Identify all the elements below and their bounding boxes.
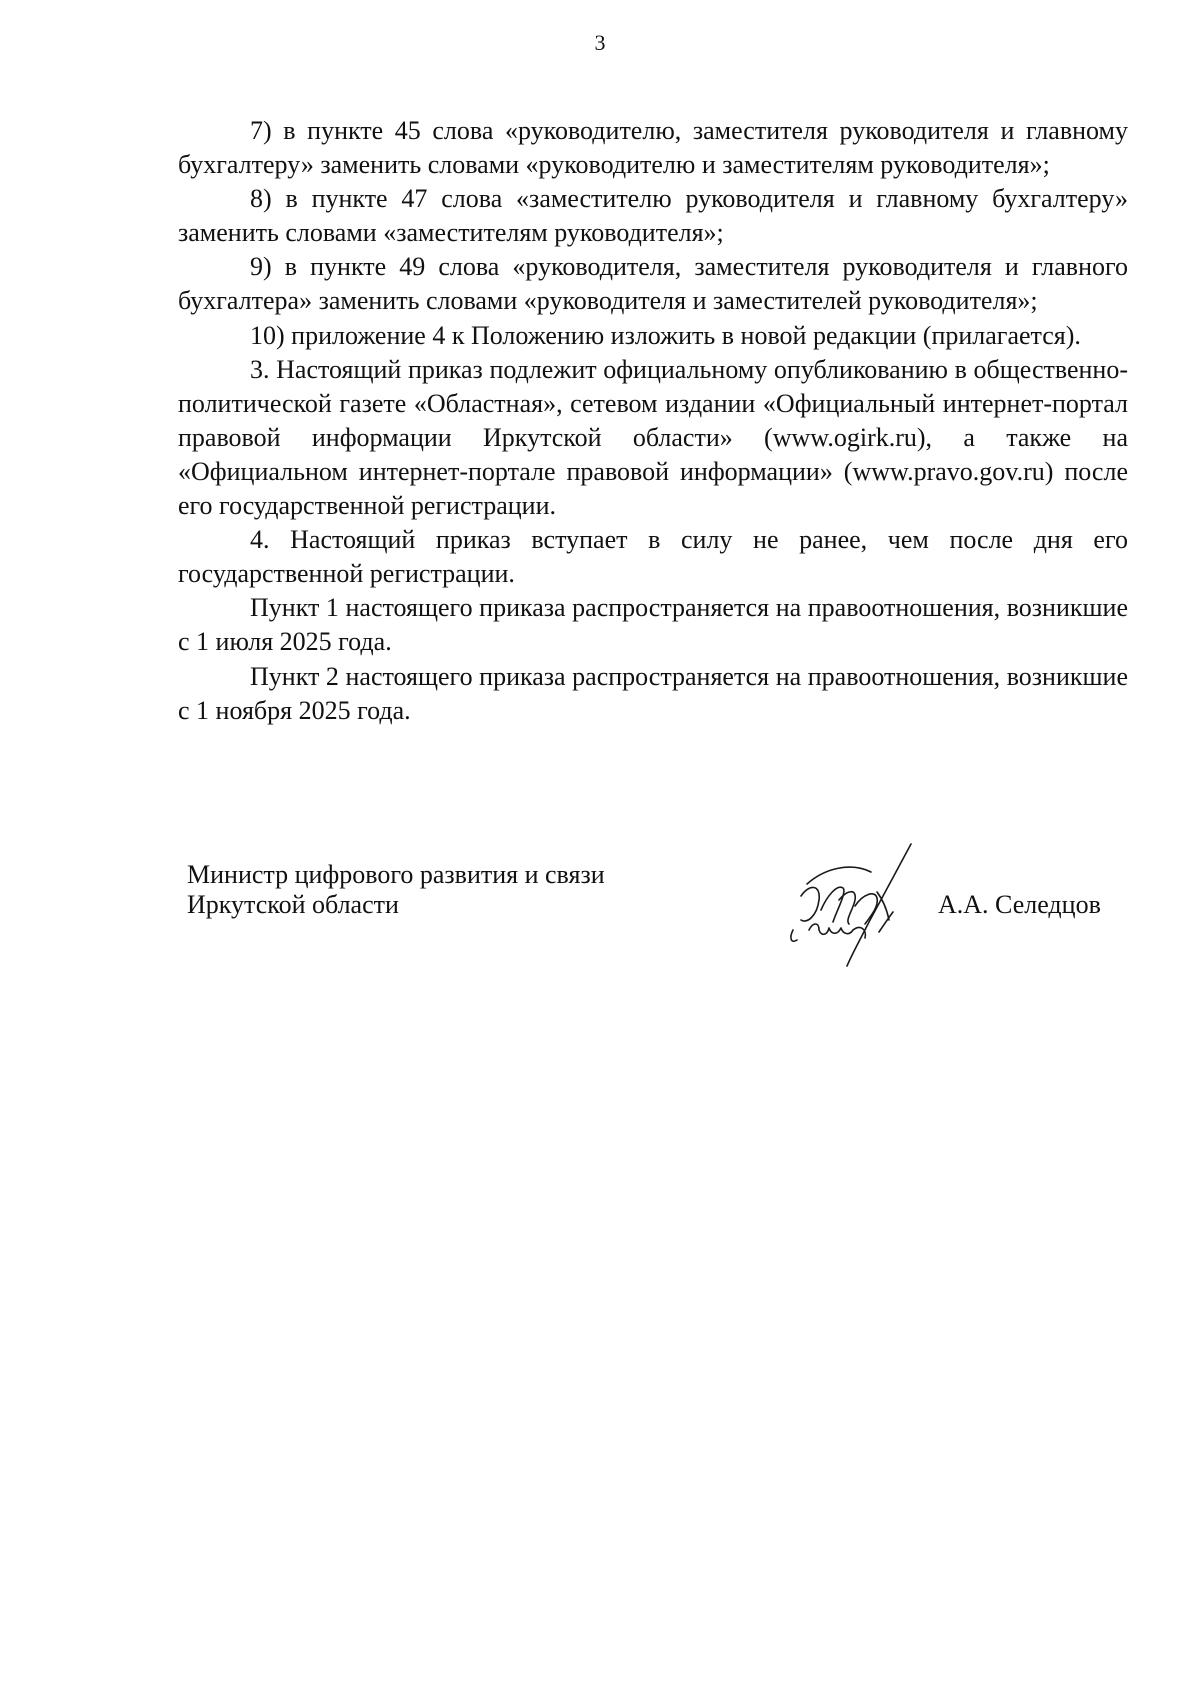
signatory-title-line-2: Иркутской области — [187, 890, 399, 919]
page-number: 3 — [594, 30, 606, 55]
paragraph-item-10: 10) приложение 4 к Положению изложить в новой редакции (прилагается). — [250, 320, 1081, 350]
signatory-name: А.А. Селедцов — [938, 890, 1101, 919]
paragraph-item-8: 8) в пункте 47 слова «заместителю руководителя и главному бухгалтеру» заменить словами «заместителям руководителя»; — [178, 184, 1128, 248]
paragraph-clause-2-effect: Пункт 2 настоящего приказа распространяется на правоотношения, возникшие с 1 ноября 2025 года. — [178, 661, 1128, 725]
signatory-title — [187, 860, 707, 920]
signatory-title-line-1: Министр цифрового развития и связи — [187, 860, 605, 889]
handwritten-signature-drawing — [785, 840, 945, 970]
paragraph-publication: 3. Настоящий приказ подлежит официальному опубликованию в общественно-политической газете «Областная», сетевом издании «Официальный интернет-портал правовой информации Иркутской области» (www.ogirk.ru), а также на «Официальном интернет-портале правовой информации» (www.pravo.gov.ru) после его государственной регистрации. — [178, 354, 1128, 521]
paragraph-item-7: 7) в пункте 45 слова «руководителю, заместителя руководителя и главному бухгалтеру» заменить словами «руководителю и заместителям руководителя»; — [178, 116, 1128, 180]
paragraph-item-9: 9) в пункте 49 слова «руководителя, заместителя руководителя и главного бухгалтера» заменить словами «руководителя и заместителей руководителя»; — [178, 252, 1128, 316]
handwritten-signature — [785, 840, 945, 970]
paragraph-clause-1-effect: Пункт 1 настоящего приказа распространяется на правоотношения, возникшие с 1 июля 2025 года. — [178, 593, 1128, 657]
paragraph-entry-into-force: 4. Настоящий приказ вступает в силу не ранее, чем после дня его государственной регистрации. — [178, 525, 1128, 589]
document-body — [178, 114, 1128, 728]
